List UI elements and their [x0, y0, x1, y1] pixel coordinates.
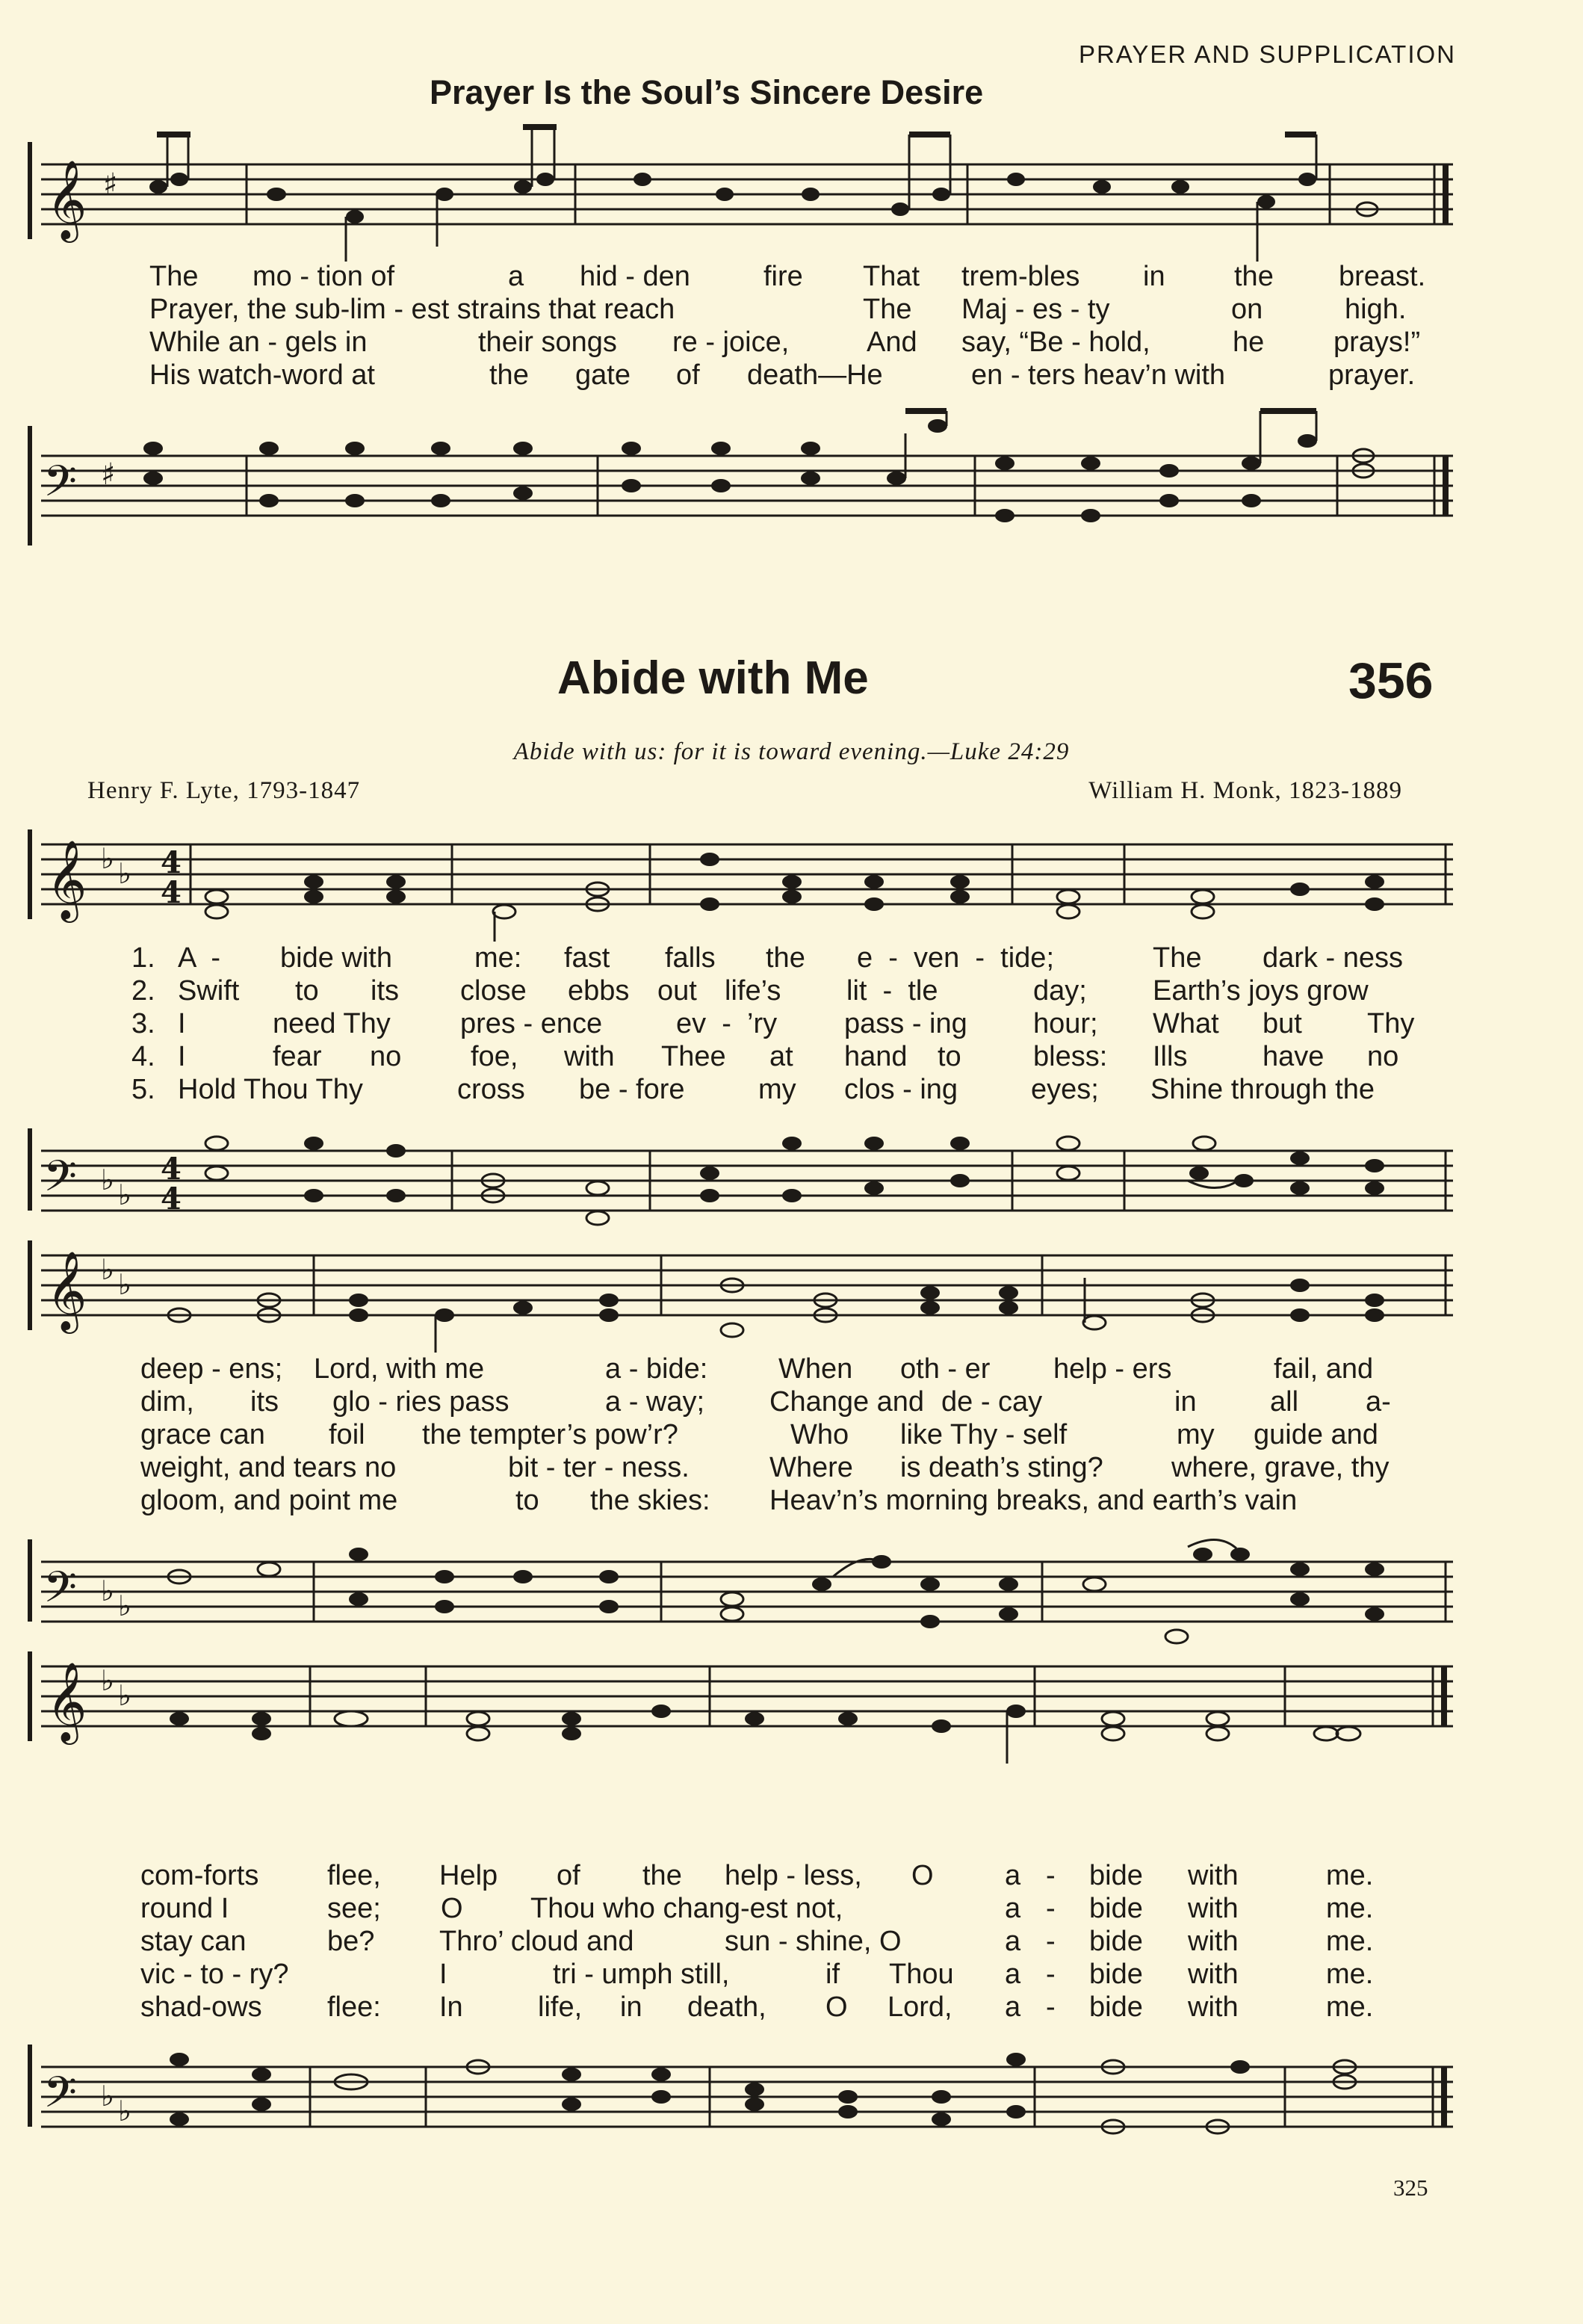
- lyric-syllable: When: [778, 1353, 853, 1385]
- lyric-syllable: of: [676, 359, 700, 391]
- lyric-syllable: fear: [273, 1041, 322, 1072]
- lyric-syllable: I: [439, 1959, 447, 1990]
- lyric-syllable: Help: [439, 1860, 498, 1891]
- svg-text:♭: ♭: [118, 1679, 131, 1712]
- lyric-syllable: he: [1233, 327, 1265, 358]
- lyric-syllable: foil: [329, 1419, 365, 1450]
- lyric-syllable: I: [178, 1008, 186, 1039]
- lyric-syllable: its: [250, 1386, 279, 1418]
- lyric-syllable: but: [1263, 1008, 1302, 1039]
- lyric-syllable: breast.: [1339, 261, 1426, 292]
- lyric-syllable: flee,: [327, 1860, 381, 1891]
- lyric-syllable: 2.: [131, 975, 155, 1007]
- lyric-line: [0, 1958, 1583, 1991]
- lyric-syllable: Swift: [178, 975, 240, 1007]
- lyric-syllable: a: [1005, 1991, 1021, 2023]
- svg-text:♭: ♭: [118, 1589, 131, 1622]
- lyric-syllable: 5.: [131, 1074, 155, 1105]
- lyric-syllable: eyes;: [1031, 1074, 1099, 1105]
- bass-clef-icon: 𝄢: [43, 456, 78, 517]
- hymn1-lyrics: [0, 260, 1583, 392]
- lyric-syllable: 3.: [131, 1008, 155, 1039]
- lyric-syllable: falls: [665, 942, 716, 974]
- lyric-syllable: Thou: [889, 1959, 954, 1990]
- lyric-line: [0, 1073, 1583, 1106]
- treble-clef-icon: 𝄞: [46, 159, 87, 239]
- lyric-syllable: to: [515, 1485, 539, 1516]
- lyric-syllable: While an - gels in: [149, 327, 368, 358]
- lyric-syllable: life,: [538, 1991, 583, 2023]
- svg-text:♭: ♭: [101, 1574, 114, 1607]
- lyric-syllable: a - bide:: [605, 1353, 708, 1385]
- lyric-syllable: Thro’ cloud and: [439, 1926, 634, 1957]
- system3-lyrics: [0, 1859, 1583, 2024]
- lyric-syllable: no: [1367, 1041, 1399, 1072]
- system2-bass-staff: [0, 1524, 1583, 1629]
- page-number: 325: [1393, 2175, 1428, 2201]
- lyric-line: [0, 1353, 1583, 1385]
- lyric-syllable: me.: [1326, 1926, 1374, 1957]
- lyric-syllable: That: [863, 261, 920, 292]
- lyric-syllable: in: [620, 1991, 642, 2023]
- lyric-syllable: Ills: [1153, 1041, 1188, 1072]
- lyric-syllable: day;: [1033, 975, 1087, 1007]
- lyric-syllable: its: [371, 975, 399, 1007]
- lyric-syllable: with: [1188, 1959, 1239, 1990]
- lyric-syllable: bide: [1089, 1926, 1143, 1957]
- hymn1-bass-staff: [0, 426, 1583, 553]
- lyric-syllable: prays!”: [1333, 327, 1421, 358]
- lyric-syllable: Where: [769, 1452, 853, 1483]
- svg-text:♭: ♭: [118, 2095, 131, 2127]
- svg-text:4: 4: [161, 1152, 182, 1187]
- lyric-syllable: glo - ries pass: [332, 1386, 509, 1418]
- lyric-syllable: tri - umph still,: [553, 1959, 730, 1990]
- lyric-syllable: in: [1143, 261, 1165, 292]
- lyric-syllable: His watch-word at: [149, 359, 375, 391]
- lyric-syllable: a: [1005, 1959, 1021, 1990]
- lyric-syllable: What: [1153, 1008, 1219, 1039]
- lyric-syllable: out: [657, 975, 697, 1007]
- lyric-syllable: with: [1188, 1926, 1239, 1957]
- lyric-syllable: gloom, and point me: [140, 1485, 398, 1516]
- lyric-syllable: to: [295, 975, 319, 1007]
- lyric-syllable: oth - er: [900, 1353, 991, 1385]
- lyric-syllable: dark - ness: [1263, 942, 1403, 974]
- scripture-reference: [0, 738, 1583, 766]
- lyric-syllable: O: [825, 1991, 848, 2023]
- lyric-syllable: see;: [327, 1893, 381, 1924]
- lyric-line: [0, 1484, 1583, 1517]
- lyric-syllable: clos - ing: [844, 1074, 958, 1105]
- lyric-syllable: grace can: [140, 1419, 265, 1450]
- lyric-syllable: me.: [1326, 1893, 1374, 1924]
- lyric-syllable: Abide with us: for it is toward evening.—Luke 24:29: [513, 738, 1070, 765]
- lyric-syllable: trem-bles: [961, 261, 1080, 292]
- lyric-syllable: O: [911, 1860, 934, 1891]
- lyric-syllable: death—He: [747, 359, 883, 391]
- lyric-line: [0, 942, 1583, 974]
- lyric-syllable: a: [1005, 1893, 1021, 1924]
- lyric-syllable: bless:: [1033, 1041, 1108, 1072]
- music-credit: William H. Monk, 1823-1889: [1088, 777, 1402, 804]
- lyric-syllable: hand: [844, 1041, 908, 1072]
- svg-text:♭: ♭: [118, 1178, 131, 1211]
- lyric-syllable: vic - to - ry?: [140, 1959, 289, 1990]
- lyric-line: [0, 293, 1583, 326]
- lyric-syllable: need Thy: [273, 1008, 391, 1039]
- lyric-syllable: is death’s sting?: [900, 1452, 1103, 1483]
- lyric-syllable: ev - ’ry: [676, 1008, 778, 1039]
- lyric-syllable: -: [1046, 1893, 1056, 1924]
- lyric-syllable: say, “Be - hold,: [961, 327, 1150, 358]
- lyric-line: [0, 359, 1583, 392]
- lyric-syllable: flee:: [327, 1991, 381, 2023]
- lyric-syllable: 4.: [131, 1041, 155, 1072]
- lyric-syllable: have: [1263, 1041, 1325, 1072]
- svg-text:4: 4: [161, 1181, 182, 1217]
- lyric-syllable: bide: [1089, 1991, 1143, 2023]
- hymn-title: Prayer Is the Soul’s Sincere Desire: [430, 73, 984, 111]
- lyric-line: [0, 1007, 1583, 1040]
- lyric-syllable: their songs: [478, 327, 617, 358]
- lyric-syllable: ebbs: [568, 975, 630, 1007]
- lyric-syllable: with: [564, 1041, 615, 1072]
- lyric-line: [0, 1040, 1583, 1073]
- lyric-syllable: like Thy - self: [900, 1419, 1068, 1450]
- lyric-line: [0, 1451, 1583, 1484]
- lyric-syllable: The: [149, 261, 199, 292]
- bass-clef-icon: 𝄢: [43, 1151, 78, 1212]
- lyric-syllable: -: [1046, 1959, 1056, 1990]
- lyric-line: [0, 1418, 1583, 1451]
- lyric-syllable: re - joice,: [672, 327, 790, 358]
- lyric-syllable: pass - ing: [844, 1008, 967, 1039]
- lyric-syllable: shad-ows: [140, 1991, 262, 2023]
- lyric-syllable: pres - ence: [460, 1008, 603, 1039]
- lyric-syllable: bide: [1089, 1959, 1143, 1990]
- lyric-syllable: -: [1046, 1860, 1056, 1891]
- lyric-syllable: e - ven - tide;: [857, 942, 1054, 974]
- lyric-syllable: The: [863, 294, 912, 325]
- system2-lyrics: [0, 1353, 1583, 1517]
- lyric-syllable: bide: [1089, 1893, 1143, 1924]
- lyric-syllable: a-: [1366, 1386, 1391, 1418]
- lyric-syllable: the: [642, 1860, 682, 1891]
- lyric-syllable: prayer.: [1328, 359, 1416, 391]
- lyric-syllable: dim,: [140, 1386, 194, 1418]
- system3-bass-staff: [0, 2030, 1583, 2142]
- lyric-syllable: Thou who chang-est not,: [530, 1893, 843, 1924]
- lyric-syllable: cross: [457, 1074, 525, 1105]
- words-credit: Henry F. Lyte, 1793-1847: [87, 777, 361, 804]
- lyric-syllable: bit - ter - ness.: [508, 1452, 690, 1483]
- svg-text:4: 4: [161, 875, 182, 910]
- section-header: PRAYER AND SUPPLICATION: [1078, 40, 1456, 68]
- lyric-syllable: Heav’n’s morning breaks, and earth’s vain: [769, 1485, 1298, 1516]
- svg-text:♯: ♯: [101, 457, 116, 492]
- lyric-syllable: high.: [1345, 294, 1407, 325]
- lyric-syllable: Earth’s joys grow: [1153, 975, 1369, 1007]
- lyric-syllable: no: [370, 1041, 402, 1072]
- lyric-line: [0, 1925, 1583, 1958]
- lyric-syllable: Hold Thou Thy: [178, 1074, 363, 1105]
- lyric-syllable: mo - tion of: [253, 261, 395, 292]
- lyric-syllable: close: [460, 975, 527, 1007]
- time-signature: 4: [161, 845, 182, 880]
- hymn-title: Abide with Me: [557, 652, 869, 704]
- lyric-syllable: bide with: [280, 942, 392, 974]
- lyric-syllable: Lord,: [887, 1991, 952, 2023]
- lyric-syllable: In: [439, 1991, 463, 2023]
- lyric-syllable: death,: [687, 1991, 766, 2023]
- lyric-syllable: Lord, with me: [314, 1353, 485, 1385]
- lyric-syllable: Thee: [661, 1041, 726, 1072]
- lyric-syllable: all: [1270, 1386, 1299, 1418]
- svg-text:♭: ♭: [101, 842, 114, 875]
- lyric-syllable: a: [1005, 1860, 1021, 1891]
- lyric-syllable: weight, and tears no: [140, 1452, 397, 1483]
- lyric-syllable: fail, and: [1274, 1353, 1374, 1385]
- lyric-syllable: 1.: [131, 942, 155, 974]
- lyric-line: [0, 1385, 1583, 1418]
- treble-clef-icon: 𝄞: [46, 1661, 87, 1741]
- hymn1-treble-staff: [0, 142, 1583, 262]
- lyric-syllable: sun - shine, O: [725, 1926, 902, 1957]
- lyric-syllable: hour;: [1033, 1008, 1098, 1039]
- svg-text:♭: ♭: [101, 1664, 114, 1697]
- lyric-syllable: Shine through the: [1150, 1074, 1375, 1105]
- lyric-line: [0, 1991, 1583, 2024]
- lyric-syllable: of: [557, 1860, 580, 1891]
- lyric-syllable: en - ters heav’n with: [971, 359, 1226, 391]
- treble-clef-icon: 𝄞: [46, 839, 87, 919]
- lyric-syllable: in: [1174, 1386, 1197, 1418]
- lyric-syllable: fast: [564, 942, 610, 974]
- lyric-line: [0, 1892, 1583, 1925]
- lyric-syllable: Prayer, the sub-lim - est strains that reach: [149, 294, 675, 325]
- lyric-syllable: the: [489, 359, 529, 391]
- lyric-syllable: fire: [763, 261, 803, 292]
- svg-text:♭: ♭: [118, 857, 131, 890]
- lyric-syllable: -: [1046, 1926, 1056, 1957]
- svg-text:♭: ♭: [118, 1268, 131, 1301]
- bass-clef-icon: 𝄢: [43, 1562, 78, 1623]
- lyric-syllable: bide: [1089, 1860, 1143, 1891]
- lyric-syllable: round I: [140, 1893, 229, 1924]
- lyric-syllable: at: [769, 1041, 793, 1072]
- lyric-syllable: be?: [327, 1926, 375, 1957]
- lyric-syllable: And: [867, 327, 917, 358]
- svg-text:♭: ♭: [101, 2080, 114, 2113]
- lyric-syllable: foe,: [471, 1041, 518, 1072]
- lyric-syllable: I: [178, 1041, 186, 1072]
- lyric-line: [0, 326, 1583, 359]
- lyric-syllable: with: [1188, 1893, 1239, 1924]
- lyric-syllable: the: [1234, 261, 1274, 292]
- lyric-syllable: The: [1153, 942, 1202, 974]
- lyric-syllable: my: [758, 1074, 796, 1105]
- lyric-syllable: where, grave, thy: [1171, 1452, 1390, 1483]
- lyric-syllable: me:: [474, 942, 522, 974]
- lyric-syllable: Change and: [769, 1386, 925, 1418]
- lyric-syllable: Who: [790, 1419, 849, 1450]
- system1-lyrics: [0, 942, 1583, 1106]
- system1-bass-staff: [0, 1113, 1583, 1218]
- svg-text:♯: ♯: [103, 167, 118, 202]
- lyric-syllable: a: [1005, 1926, 1021, 1957]
- lyric-syllable: with: [1188, 1860, 1239, 1891]
- svg-text:♭: ♭: [101, 1253, 114, 1286]
- lyric-syllable: the: [766, 942, 805, 974]
- lyric-syllable: help - ers: [1053, 1353, 1172, 1385]
- system2-treble-staff: [0, 1240, 1583, 1353]
- lyric-syllable: the tempter’s pow’r?: [422, 1419, 678, 1450]
- lyric-line: [0, 1859, 1583, 1892]
- lyric-syllable: me.: [1326, 1959, 1374, 1990]
- lyric-syllable: deep - ens;: [140, 1353, 283, 1385]
- bass-clef-icon: 𝄢: [43, 2067, 78, 2128]
- system1-treble-staff: [0, 829, 1583, 942]
- lyric-syllable: -: [1046, 1991, 1056, 2023]
- hymn-number: 356: [1348, 652, 1434, 709]
- lyric-syllable: stay can: [140, 1926, 247, 1957]
- lyric-line: [0, 974, 1583, 1007]
- lyric-syllable: guide and: [1254, 1419, 1378, 1450]
- lyric-syllable: on: [1231, 294, 1263, 325]
- lyric-syllable: a - way;: [605, 1386, 705, 1418]
- lyric-syllable: Maj - es - ty: [961, 294, 1110, 325]
- lyric-syllable: be - fore: [579, 1074, 685, 1105]
- system3-treble-staff: [0, 1651, 1583, 1764]
- svg-text:♭: ♭: [101, 1163, 114, 1196]
- lyric-syllable: me.: [1326, 1991, 1374, 2023]
- lyric-syllable: O: [441, 1893, 463, 1924]
- lyric-syllable: me.: [1326, 1860, 1374, 1891]
- lyric-syllable: to: [938, 1041, 961, 1072]
- lyric-line: [0, 260, 1583, 293]
- lyric-syllable: gate: [575, 359, 631, 391]
- lyric-syllable: hid - den: [580, 261, 690, 292]
- lyric-syllable: with: [1188, 1991, 1239, 2023]
- lyric-syllable: my: [1177, 1419, 1215, 1450]
- lyric-syllable: the skies:: [590, 1485, 710, 1516]
- lyric-syllable: life’s: [725, 975, 781, 1007]
- lyric-syllable: help - less,: [725, 1860, 862, 1891]
- lyric-syllable: de - cay: [941, 1386, 1043, 1418]
- lyric-syllable: com-forts: [140, 1860, 259, 1891]
- lyric-syllable: a: [508, 261, 524, 292]
- lyric-syllable: Thy: [1367, 1008, 1415, 1039]
- lyric-syllable: lit - tle: [846, 975, 938, 1007]
- lyric-syllable: A -: [178, 942, 221, 974]
- treble-clef-icon: 𝄞: [46, 1250, 87, 1330]
- lyric-syllable: if: [825, 1959, 840, 1990]
